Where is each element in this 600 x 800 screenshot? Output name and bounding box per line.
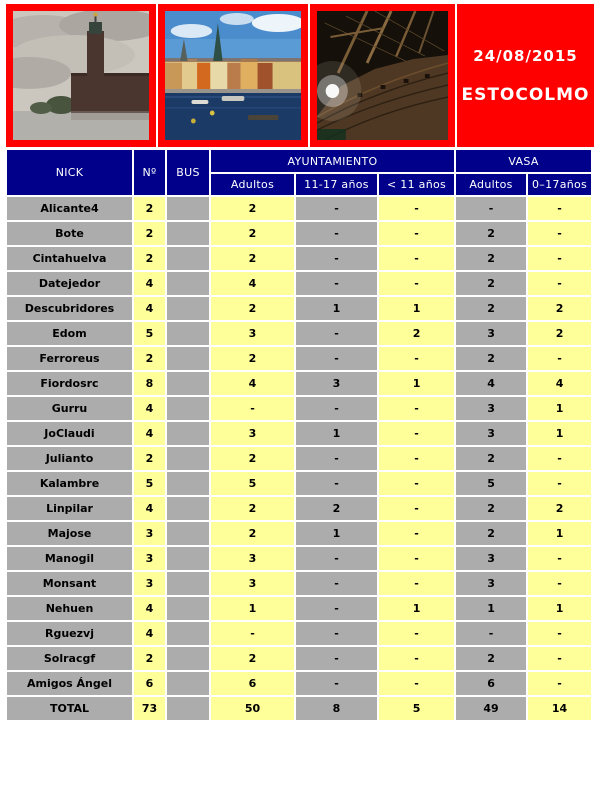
cell-bus (166, 196, 210, 221)
total-ayto-under11: 5 (378, 696, 455, 721)
cell-vasa-adultos: 2 (455, 271, 527, 296)
cell-nick: Ferroreus (6, 346, 133, 371)
cell-nick: Solracgf (6, 646, 133, 671)
cell-ayto-adultos: - (210, 621, 295, 646)
table-row (6, 671, 592, 696)
cell-vasa-adultos: 2 (455, 496, 527, 521)
cell-vasa-0-17: - (527, 671, 592, 696)
cell-nick: Alicante4 (6, 196, 133, 221)
cell-bus (166, 221, 210, 246)
cell-vasa-adultos: 3 (455, 321, 527, 346)
cell-ayto-under11: - (378, 546, 455, 571)
table-row (6, 621, 592, 646)
table-row (6, 346, 592, 371)
cell-vasa-0-17: - (527, 471, 592, 496)
cell-ayto-under11: - (378, 196, 455, 221)
table-row (6, 371, 592, 396)
column-header-vasa-adultos: Adultos (455, 173, 527, 196)
cell-ayto-under11: - (378, 246, 455, 271)
cell-ayto-11-17: - (295, 221, 378, 246)
cell-vasa-0-17: - (527, 246, 592, 271)
cell-ayto-under11: - (378, 271, 455, 296)
cell-vasa-adultos: - (455, 196, 527, 221)
cell-vasa-adultos: 2 (455, 221, 527, 246)
cell-ayto-under11: - (378, 621, 455, 646)
cell-nick: Manogil (6, 546, 133, 571)
cell-ayto-under11: - (378, 346, 455, 371)
table-row (6, 221, 592, 246)
cell-ayto-11-17: - (295, 446, 378, 471)
cell-bus (166, 671, 210, 696)
table-row (6, 596, 592, 621)
cell-vasa-adultos: - (455, 621, 527, 646)
cell-num: 4 (133, 396, 166, 421)
cell-ayto-11-17: - (295, 271, 378, 296)
cell-ayto-adultos: 3 (210, 546, 295, 571)
table-row (6, 546, 592, 571)
cell-ayto-11-17: - (295, 646, 378, 671)
table-row (6, 196, 592, 221)
cell-ayto-11-17: - (295, 196, 378, 221)
cell-num: 4 (133, 596, 166, 621)
cell-nick: Datejedor (6, 271, 133, 296)
cell-vasa-0-17: 1 (527, 421, 592, 446)
column-header-nick: NICK (6, 149, 133, 196)
cell-ayto-11-17: 1 (295, 521, 378, 546)
cell-bus (166, 246, 210, 271)
cell-ayto-under11: 2 (378, 321, 455, 346)
column-header-ayto-11-17: 11-17 años (295, 173, 378, 196)
table-row (6, 446, 592, 471)
cell-ayto-11-17: - (295, 471, 378, 496)
cell-num: 3 (133, 571, 166, 596)
cell-num: 8 (133, 371, 166, 396)
cell-vasa-adultos: 3 (455, 396, 527, 421)
cell-ayto-adultos: 4 (210, 271, 295, 296)
column-header-num: Nº (133, 149, 166, 196)
cell-nick: Rguezvj (6, 621, 133, 646)
column-group-ayuntamiento: AYUNTAMIENTO (210, 149, 455, 173)
cell-vasa-adultos: 3 (455, 546, 527, 571)
cell-bus (166, 546, 210, 571)
cell-nick: Cintahuelva (6, 246, 133, 271)
cell-ayto-under11: 1 (378, 296, 455, 321)
photo-stockholm-city-hall (6, 4, 156, 147)
cell-num: 6 (133, 671, 166, 696)
cell-ayto-under11: - (378, 471, 455, 496)
cell-bus (166, 596, 210, 621)
cell-nick: Gurru (6, 396, 133, 421)
cell-ayto-under11: - (378, 221, 455, 246)
cell-num: 2 (133, 196, 166, 221)
total-num: 73 (133, 696, 166, 721)
cell-ayto-under11: - (378, 446, 455, 471)
cell-ayto-under11: - (378, 571, 455, 596)
cell-bus (166, 621, 210, 646)
cell-nick: Majose (6, 521, 133, 546)
table-row (6, 496, 592, 521)
table-body (6, 196, 592, 696)
cell-vasa-0-17: - (527, 446, 592, 471)
cell-num: 3 (133, 521, 166, 546)
cell-ayto-adultos: 4 (210, 371, 295, 396)
cell-ayto-adultos: 6 (210, 671, 295, 696)
cell-ayto-adultos: 2 (210, 346, 295, 371)
cell-num: 2 (133, 446, 166, 471)
cell-ayto-11-17: - (295, 346, 378, 371)
cell-vasa-adultos: 2 (455, 246, 527, 271)
cell-ayto-adultos: 5 (210, 471, 295, 496)
cell-ayto-adultos: 2 (210, 246, 295, 271)
cell-bus (166, 396, 210, 421)
cell-num: 2 (133, 346, 166, 371)
cell-ayto-11-17: - (295, 546, 378, 571)
trip-date: 24/08/2015 (473, 46, 578, 65)
cell-num: 4 (133, 296, 166, 321)
cell-num: 4 (133, 621, 166, 646)
cell-ayto-adultos: 2 (210, 646, 295, 671)
cell-vasa-adultos: 6 (455, 671, 527, 696)
cell-vasa-0-17: - (527, 221, 592, 246)
vasa-photo-art (317, 11, 448, 140)
table-row (6, 246, 592, 271)
cell-ayto-adultos: - (210, 396, 295, 421)
table-row (6, 321, 592, 346)
cell-ayto-adultos: 2 (210, 521, 295, 546)
cell-vasa-adultos: 1 (455, 596, 527, 621)
cell-ayto-under11: - (378, 646, 455, 671)
cell-vasa-0-17: 2 (527, 321, 592, 346)
city-hall-photo-art (13, 11, 149, 140)
cell-ayto-11-17: 3 (295, 371, 378, 396)
total-vasa-adultos: 49 (455, 696, 527, 721)
table-row (6, 421, 592, 446)
cell-nick: JoClaudi (6, 421, 133, 446)
cell-vasa-0-17: 1 (527, 596, 592, 621)
cell-vasa-0-17: - (527, 571, 592, 596)
cell-ayto-11-17: - (295, 621, 378, 646)
trip-city: ESTOCOLMO (461, 84, 590, 105)
cell-ayto-adultos: 3 (210, 571, 295, 596)
cell-num: 4 (133, 271, 166, 296)
cell-nick: Bote (6, 221, 133, 246)
column-header-vasa-0-17: 0–17años (527, 173, 592, 196)
cell-nick: Monsant (6, 571, 133, 596)
cell-num: 5 (133, 321, 166, 346)
cell-vasa-adultos: 5 (455, 471, 527, 496)
cell-ayto-11-17: - (295, 571, 378, 596)
photo-vasa-ship (310, 4, 455, 147)
cell-num: 2 (133, 221, 166, 246)
cell-vasa-0-17: - (527, 346, 592, 371)
trip-info-box (457, 4, 594, 147)
cell-bus (166, 346, 210, 371)
cell-nick: Julianto (6, 446, 133, 471)
column-group-vasa: VASA (455, 149, 592, 173)
cell-bus (166, 371, 210, 396)
total-vasa-0-17: 14 (527, 696, 592, 721)
total-ayto-11-17: 8 (295, 696, 378, 721)
cell-vasa-adultos: 2 (455, 296, 527, 321)
cell-nick: Fiordosrc (6, 371, 133, 396)
cell-vasa-adultos: 2 (455, 346, 527, 371)
cell-bus (166, 646, 210, 671)
cell-vasa-0-17: 4 (527, 371, 592, 396)
cell-vasa-0-17: 2 (527, 296, 592, 321)
photo-stockholm-waterfront (158, 4, 308, 147)
cell-ayto-adultos: 2 (210, 196, 295, 221)
cell-ayto-under11: - (378, 496, 455, 521)
cell-nick: Kalambre (6, 471, 133, 496)
total-ayto-adultos: 50 (210, 696, 295, 721)
cell-bus (166, 271, 210, 296)
cell-vasa-adultos: 2 (455, 646, 527, 671)
cell-num: 4 (133, 496, 166, 521)
table-row (6, 296, 592, 321)
table-row (6, 471, 592, 496)
attendance-table (6, 149, 594, 721)
cell-ayto-adultos: 2 (210, 446, 295, 471)
cell-nick: Edom (6, 321, 133, 346)
cell-num: 4 (133, 421, 166, 446)
cell-bus (166, 496, 210, 521)
cell-vasa-adultos: 2 (455, 446, 527, 471)
cell-vasa-0-17: 1 (527, 521, 592, 546)
cell-ayto-under11: - (378, 421, 455, 446)
cell-vasa-0-17: 2 (527, 496, 592, 521)
cell-bus (166, 296, 210, 321)
cell-nick: Linpilar (6, 496, 133, 521)
cell-ayto-11-17: - (295, 321, 378, 346)
cell-nick: Descubridores (6, 296, 133, 321)
cell-nick: Amigos Ángel (6, 671, 133, 696)
total-row (6, 696, 592, 721)
cell-ayto-11-17: - (295, 596, 378, 621)
cell-ayto-under11: 1 (378, 596, 455, 621)
cell-ayto-11-17: 1 (295, 421, 378, 446)
cell-bus (166, 446, 210, 471)
cell-bus (166, 521, 210, 546)
cell-ayto-adultos: 2 (210, 221, 295, 246)
table-row (6, 521, 592, 546)
cell-num: 2 (133, 646, 166, 671)
cell-ayto-under11: 1 (378, 371, 455, 396)
banner (6, 4, 594, 147)
table-row (6, 396, 592, 421)
table-row (6, 571, 592, 596)
cell-num: 3 (133, 546, 166, 571)
waterfront-photo-art (165, 11, 301, 140)
cell-ayto-adultos: 2 (210, 496, 295, 521)
cell-vasa-0-17: 1 (527, 396, 592, 421)
cell-num: 5 (133, 471, 166, 496)
cell-vasa-adultos: 2 (455, 521, 527, 546)
column-header-ayto-under11: < 11 años (378, 173, 455, 196)
cell-ayto-under11: - (378, 521, 455, 546)
column-header-ayto-adultos: Adultos (210, 173, 295, 196)
cell-ayto-11-17: 2 (295, 496, 378, 521)
cell-ayto-11-17: - (295, 396, 378, 421)
cell-ayto-under11: - (378, 396, 455, 421)
cell-vasa-adultos: 3 (455, 421, 527, 446)
cell-ayto-11-17: - (295, 246, 378, 271)
total-label: TOTAL (6, 696, 133, 721)
table-row (6, 271, 592, 296)
column-header-bus: BUS (166, 149, 210, 196)
cell-vasa-0-17: - (527, 196, 592, 221)
cell-nick: Nehuen (6, 596, 133, 621)
cell-ayto-adultos: 3 (210, 321, 295, 346)
cell-ayto-adultos: 1 (210, 596, 295, 621)
cell-ayto-11-17: 1 (295, 296, 378, 321)
cell-vasa-0-17: - (527, 646, 592, 671)
cell-num: 2 (133, 246, 166, 271)
cell-ayto-under11: - (378, 671, 455, 696)
cell-bus (166, 321, 210, 346)
cell-vasa-0-17: - (527, 271, 592, 296)
cell-ayto-adultos: 3 (210, 421, 295, 446)
cell-vasa-adultos: 3 (455, 571, 527, 596)
table-row (6, 646, 592, 671)
cell-ayto-11-17: - (295, 671, 378, 696)
cell-vasa-0-17: - (527, 546, 592, 571)
cell-vasa-0-17: - (527, 621, 592, 646)
total-bus (166, 696, 210, 721)
cell-bus (166, 471, 210, 496)
cell-bus (166, 571, 210, 596)
cell-vasa-adultos: 4 (455, 371, 527, 396)
cell-ayto-adultos: 2 (210, 296, 295, 321)
cell-bus (166, 421, 210, 446)
